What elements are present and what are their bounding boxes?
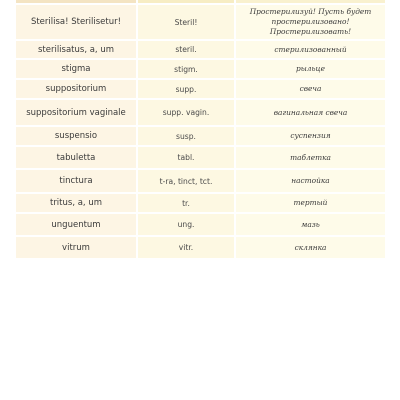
latin-term: suspensio bbox=[16, 127, 138, 147]
latin-term: stigma bbox=[16, 60, 138, 80]
table-row bbox=[16, 41, 387, 60]
latin-term: tritus, a, um bbox=[16, 194, 138, 214]
abbreviation: tabl. bbox=[138, 147, 236, 170]
latin-term: unguentum bbox=[16, 214, 138, 237]
table-row bbox=[16, 214, 387, 237]
table-row bbox=[16, 194, 387, 214]
latin-term: suppositorium vaginale bbox=[16, 100, 138, 127]
abbreviation: t-ra, tinct, tct. bbox=[138, 170, 236, 194]
abbreviation-table bbox=[16, 0, 387, 260]
abbreviation: stigm. bbox=[138, 60, 236, 80]
table-row bbox=[16, 237, 387, 260]
latin-term: tabuletta bbox=[16, 147, 138, 170]
abbreviation: ung. bbox=[138, 214, 236, 237]
russian-translation: настойка bbox=[236, 170, 387, 194]
abbreviation: supp. bbox=[138, 80, 236, 100]
abbreviation: steril. bbox=[138, 41, 236, 60]
latin-term: Sterilisa! Sterilisetur! bbox=[16, 5, 138, 41]
russian-translation: тертый bbox=[236, 194, 387, 214]
table-row bbox=[16, 100, 387, 127]
latin-term: suppositorium bbox=[16, 80, 138, 100]
latin-term: sterilisatus, a, um bbox=[16, 41, 138, 60]
russian-translation: стерилизованный bbox=[236, 41, 387, 60]
russian-translation: склянка bbox=[236, 237, 387, 260]
latin-term: tinctura bbox=[16, 170, 138, 194]
abbreviation: vitr. bbox=[138, 237, 236, 260]
table-row bbox=[16, 5, 387, 41]
russian-translation: суспензия bbox=[236, 127, 387, 147]
table-row bbox=[16, 127, 387, 147]
table-row bbox=[16, 170, 387, 194]
abbreviation: Steril! bbox=[138, 5, 236, 41]
russian-translation: вагинальная свеча bbox=[236, 100, 387, 127]
latin-term: vitrum bbox=[16, 237, 138, 260]
table-row bbox=[16, 60, 387, 80]
abbreviation: supp. vagin. bbox=[138, 100, 236, 127]
russian-translation: свеча bbox=[236, 80, 387, 100]
russian-translation: мазь bbox=[236, 214, 387, 237]
abbreviation: susp. bbox=[138, 127, 236, 147]
russian-translation: рыльце bbox=[236, 60, 387, 80]
russian-translation: Простерилизуй! Пусть будет простерилизовано! Простерилизовать! bbox=[236, 5, 387, 41]
russian-translation: таблетка bbox=[236, 147, 387, 170]
abbreviation: tr. bbox=[138, 194, 236, 214]
table-row bbox=[16, 80, 387, 100]
table-row bbox=[16, 147, 387, 170]
